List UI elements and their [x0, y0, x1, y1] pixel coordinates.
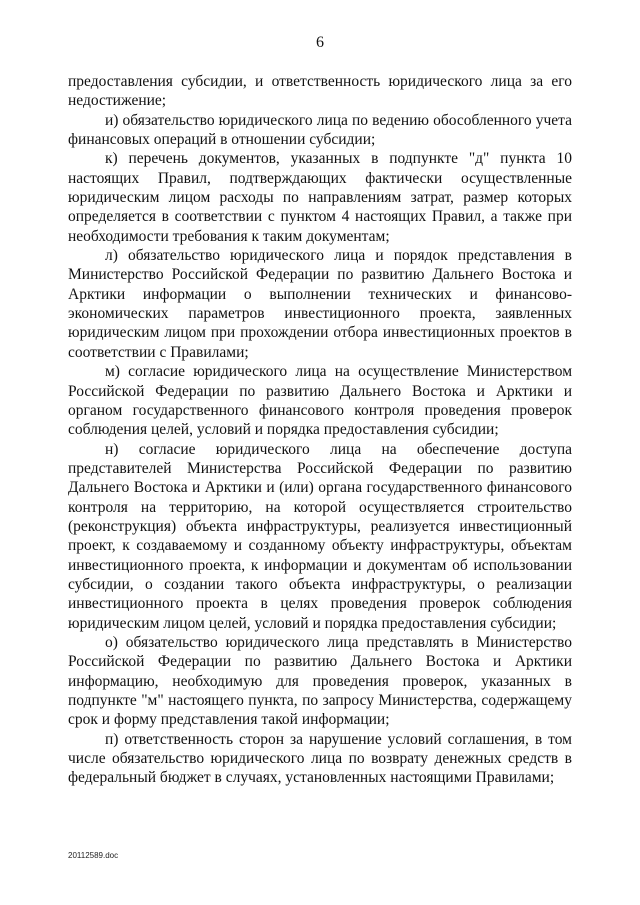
footer-document-code: 20112589.doc: [68, 851, 119, 860]
document-body: [68, 72, 572, 788]
paragraph-item-m: м) согласие юридического лица на осуществление Министерством Российской Федерации по развитию Дальнего Востока и Арктики и органом государственного финансового контроля проведения проверок соблюдения целей, условий и порядка предоставления субсидии;: [68, 363, 572, 439]
paragraph-continuation: предоставления субсидии, и ответственность юридического лица за его недостижение;: [68, 73, 572, 110]
paragraph-item-p: п) ответственность сторон за нарушение условий соглашения, в том числе обязательство юридического лица по возврату денежных средств в федеральный бюджет в случаях, установленных настоящими Правилами;: [68, 730, 572, 787]
paragraph-item-l: л) обязательство юридического лица и порядок представления в Министерство Российской Федерации по развитию Дальнего Востока и Арктики информации о выполнении технических и финансово-экономических параметров инвестиционного проекта, заявленных юридическим лицом при прохождении отбора инвестиционных проектов в соответствии с Правилами;: [68, 247, 572, 361]
paragraph-item-o: о) обязательство юридического лица представлять в Министерство Российской Федерации по развитию Дальнего Востока и Арктики информацию, необходимую для проведения проверок, указанных в подпункте "м" настоящего пункта, по запросу Министерства, содержащему срок и форму представления такой информации;: [68, 633, 572, 729]
page-number: 6: [316, 34, 324, 51]
paragraph-item-i: и) обязательство юридического лица по ведению обособленного учета финансовых операций в отношении субсидии;: [68, 111, 572, 149]
paragraph-item-k: к) перечень документов, указанных в подпункте "д" пункта 10 настоящих Правил, подтверждающих фактически осуществленные юридическим лицом расходы по направлениям затрат, размер которых определяется в соответствии с пунктом 4 настоящих Правил, а также при необходимости требования к таким документам;: [68, 150, 572, 245]
paragraph-item-n: н) согласие юридического лица на обеспечение доступа представителей Министерства Российской Федерации по развитию Дальнего Востока и Арктики и (или) органа государственного финансового контроля на территорию, на которой осуществляется строительство (реконструкция) объекта инфраструктуры, реализуется инвестиционный проект, к создаваемому и созданному объекту инфраструктуры, объектам инвестиционного проекта, к информации и документам об использовании субсидии, о создании такого объекта инфраструктуры, о реализации инвестиционного проекта в целях проведения проверок соблюдения юридическим лицом целей, условий и порядка предоставления субсидии;: [68, 440, 572, 632]
